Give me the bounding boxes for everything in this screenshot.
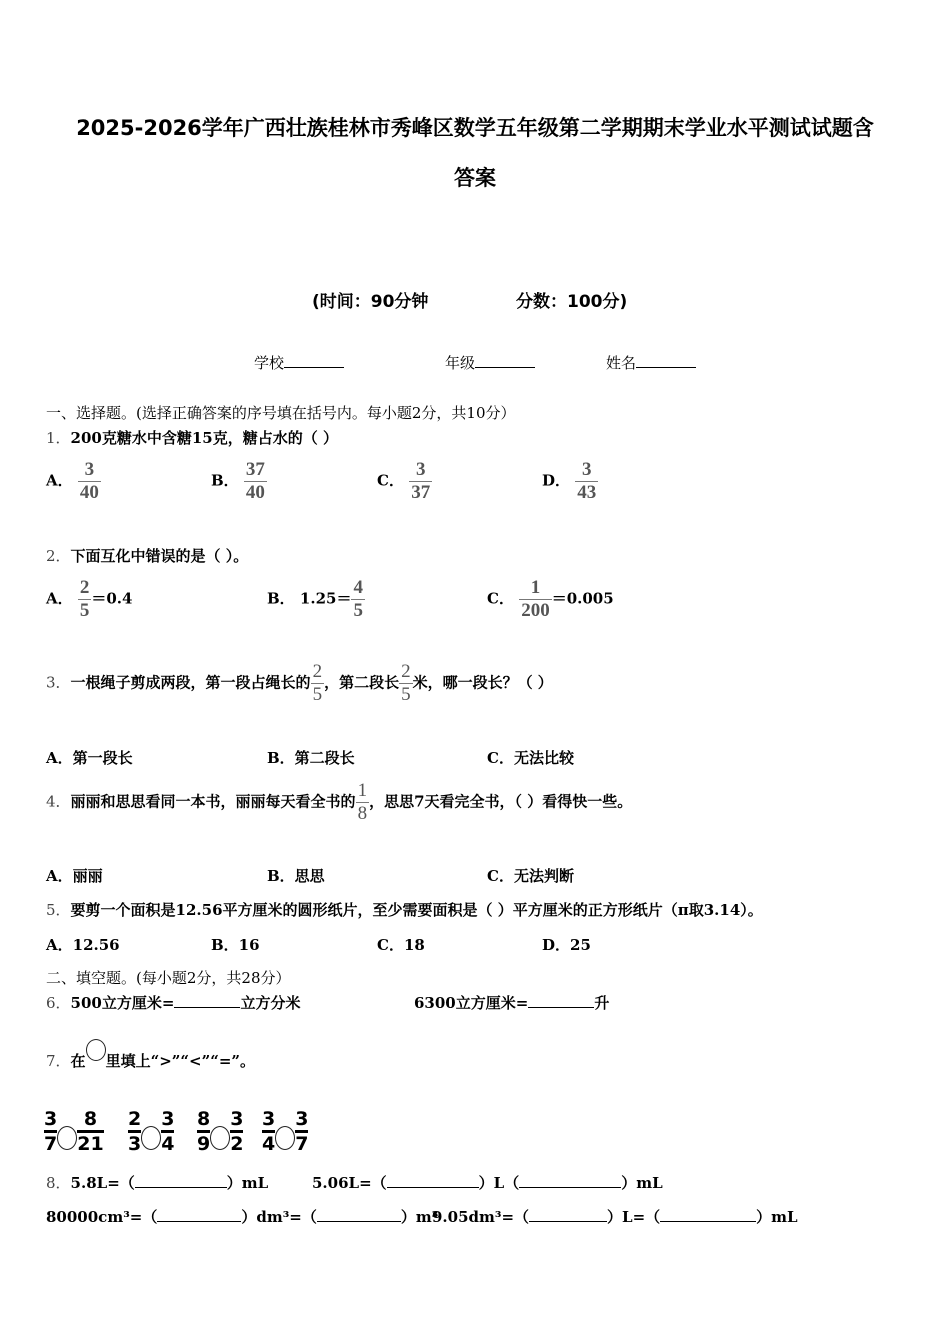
unit-text: ）m³ xyxy=(400,1208,439,1226)
question-5 xyxy=(46,899,763,920)
q5-option-c[interactable]: C．18 xyxy=(377,936,425,954)
page-title-line2: 答案 xyxy=(454,166,496,190)
answer-blank[interactable] xyxy=(519,1187,621,1188)
unit-text: ）L=（ xyxy=(607,1208,661,1226)
unit-text: 立方分米 xyxy=(240,994,301,1012)
denominator: 4 xyxy=(262,1130,275,1155)
denominator: 200 xyxy=(521,600,550,621)
section1-heading: 一、选择题。(选择正确答案的序号填在括号内。每小题2分，共10分） xyxy=(46,404,516,422)
grade-field[interactable] xyxy=(445,352,535,373)
question-2 xyxy=(46,545,248,566)
q2-option-b[interactable] xyxy=(267,577,365,622)
fraction-right xyxy=(295,1108,308,1155)
q1-option-d[interactable] xyxy=(542,459,598,504)
numerator: 37 xyxy=(245,459,265,480)
question-text: ，思思7天看完全书，（ ）看得快一些。 xyxy=(369,792,633,811)
numerator: 1 xyxy=(530,577,541,598)
fraction xyxy=(399,661,413,706)
numerator: 3 xyxy=(295,1108,309,1130)
unit-text: ）mL xyxy=(621,1174,663,1192)
denominator: 3 xyxy=(128,1130,141,1155)
denominator: 5 xyxy=(401,684,411,705)
question-text: 要剪一个面积是12.56平方厘米的圆形纸片，至少需要面积是（ ）平方厘米的正方形纸片（π取3.14）。 xyxy=(70,901,763,919)
school-blank[interactable] xyxy=(284,367,344,368)
option-value: ＝0.4 xyxy=(91,589,133,608)
q5-option-a[interactable]: A．12.56 xyxy=(46,936,120,954)
numerator: 2 xyxy=(128,1108,142,1130)
denominator: 40 xyxy=(245,482,265,503)
name-label: 姓名 xyxy=(606,354,637,372)
answer-blank[interactable] xyxy=(317,1221,401,1222)
denominator: 5 xyxy=(79,600,90,621)
option-label: C． xyxy=(377,471,404,490)
numerator: 2 xyxy=(79,577,90,598)
question-6 xyxy=(46,992,300,1013)
denominator: 7 xyxy=(295,1130,308,1155)
option-label: A． xyxy=(46,589,73,608)
denominator: 4 xyxy=(161,1130,174,1155)
exam-time: (时间：90分钟 xyxy=(312,292,429,312)
option-label: C． xyxy=(487,589,514,608)
question-8-part2 xyxy=(312,1172,663,1193)
denominator: 40 xyxy=(79,482,99,503)
fraction xyxy=(519,577,552,622)
fraction xyxy=(311,661,325,706)
denominator: 8 xyxy=(357,803,368,824)
question-text: ，第二段长 xyxy=(324,673,400,692)
fraction xyxy=(575,459,598,504)
fraction xyxy=(78,577,92,622)
q1-option-b[interactable] xyxy=(211,459,267,504)
denominator: 43 xyxy=(577,482,597,503)
numerator: 2 xyxy=(401,661,411,682)
fraction xyxy=(356,780,370,825)
name-field[interactable] xyxy=(606,352,696,373)
question-number: 7． xyxy=(46,1052,71,1070)
comparison-3 xyxy=(197,1108,243,1155)
question-text: 里填上“>”“<”“=”。 xyxy=(105,1052,256,1070)
question-text: 米，哪一段长？（ ） xyxy=(412,673,553,692)
option-label: B． xyxy=(267,589,295,608)
q4-option-c[interactable]: C．无法判断 xyxy=(487,867,574,885)
compare-circle[interactable] xyxy=(141,1126,161,1150)
denominator: 5 xyxy=(312,684,323,705)
question-number: 4． xyxy=(46,792,71,811)
question-6-part2 xyxy=(414,992,609,1013)
unit-text: ）mL xyxy=(756,1208,798,1226)
fraction xyxy=(351,577,365,622)
question-7 xyxy=(46,1050,255,1073)
question-1 xyxy=(46,427,338,448)
numerator: 4 xyxy=(353,577,363,598)
numerator: 3 xyxy=(44,1108,58,1130)
question-number: 1． xyxy=(46,429,71,447)
denominator: 7 xyxy=(44,1130,57,1155)
exam-score: 分数：100分) xyxy=(516,292,628,312)
question-text: 5.06L=（ xyxy=(312,1174,387,1192)
answer-blank[interactable] xyxy=(135,1187,227,1188)
numerator: 3 xyxy=(582,459,592,480)
page-title: 2025-2026学年广西壮族桂林市秀峰区数学五年级第二学期期末学业水平测试试题含 xyxy=(76,116,874,140)
q2-option-c[interactable] xyxy=(487,577,614,622)
denominator: 21 xyxy=(77,1130,103,1155)
numerator: 3 xyxy=(84,459,95,480)
question-4 xyxy=(46,780,632,825)
fraction-right xyxy=(77,1108,103,1155)
school-label: 学校 xyxy=(254,354,285,372)
answer-blank[interactable] xyxy=(387,1187,479,1188)
fraction-right xyxy=(230,1108,243,1155)
numerator: 8 xyxy=(197,1108,211,1130)
answer-blank[interactable] xyxy=(660,1221,756,1222)
compare-circle[interactable] xyxy=(275,1126,295,1150)
question-8-line2-part2 xyxy=(432,1206,798,1227)
denominator: 37 xyxy=(411,482,431,503)
compare-circle[interactable] xyxy=(57,1126,77,1150)
q3-option-a[interactable]: A．第一段长 xyxy=(46,749,133,767)
numerator: 3 xyxy=(262,1108,276,1130)
comparison-2 xyxy=(128,1108,174,1155)
fraction xyxy=(78,459,101,504)
numerator: 3 xyxy=(161,1108,175,1130)
question-text: 一根绳子剪成两段，第一段占绳长的 xyxy=(70,673,311,692)
q1-option-c[interactable] xyxy=(377,459,432,504)
numerator: 3 xyxy=(415,459,426,480)
fraction-left xyxy=(262,1108,275,1155)
question-3 xyxy=(46,661,553,706)
q5-option-b[interactable]: B．16 xyxy=(211,936,260,954)
question-number: 6． xyxy=(46,994,71,1012)
option-label: A． xyxy=(46,471,73,490)
comparison-1 xyxy=(44,1108,104,1155)
numerator: 8 xyxy=(83,1108,98,1130)
question-8 xyxy=(46,1172,268,1193)
numerator: 1 xyxy=(357,780,368,801)
unit-text: ）dm³=（ xyxy=(241,1208,317,1226)
question-number: 8． xyxy=(46,1174,71,1192)
grade-label: 年级 xyxy=(445,354,476,372)
q2-option-a[interactable] xyxy=(46,577,132,622)
option-value: 1.25＝ xyxy=(299,589,352,608)
fraction-left xyxy=(128,1108,141,1155)
question-text: 80000cm³=（ xyxy=(46,1208,158,1226)
fraction-left xyxy=(197,1108,210,1155)
question-number: 5． xyxy=(46,901,71,919)
unit-text: ）L（ xyxy=(478,1174,520,1192)
fraction xyxy=(409,459,432,504)
answer-blank[interactable] xyxy=(529,1221,607,1222)
question-number: 2． xyxy=(46,547,71,565)
denominator: 5 xyxy=(353,600,363,621)
answer-blank[interactable] xyxy=(157,1221,241,1222)
option-value: ＝0.005 xyxy=(551,589,614,608)
question-text: 丽丽和思思看同一本书，丽丽每天看全书的 xyxy=(70,792,356,811)
q4-option-a[interactable]: A．丽丽 xyxy=(46,867,103,885)
q1-option-a[interactable] xyxy=(46,459,101,504)
question-text: 下面互化中错误的是（ ）。 xyxy=(70,547,249,565)
fraction xyxy=(244,459,267,504)
question-8-line2 xyxy=(46,1206,438,1227)
compare-circle[interactable] xyxy=(210,1126,230,1150)
option-label: D． xyxy=(542,471,571,490)
unit-text: ）mL xyxy=(226,1174,269,1192)
name-blank[interactable] xyxy=(636,367,696,368)
q4-option-b[interactable]: B．思思 xyxy=(267,867,325,885)
unit-text: 升 xyxy=(594,994,610,1012)
option-label: B． xyxy=(211,471,239,490)
q5-option-d[interactable]: D．25 xyxy=(542,936,591,954)
answer-blank[interactable] xyxy=(174,1007,240,1008)
q3-option-c[interactable]: C．无法比较 xyxy=(487,749,574,767)
numerator: 3 xyxy=(230,1108,244,1130)
grade-blank[interactable] xyxy=(475,367,535,368)
section2-heading: 二、填空题。(每小题2分，共28分） xyxy=(46,969,291,987)
answer-blank[interactable] xyxy=(528,1007,594,1008)
q3-option-b[interactable]: B．第二段长 xyxy=(267,749,355,767)
question-text: 5.8L=（ xyxy=(70,1174,135,1192)
question-text: 200克糖水中含糖15克，糖占水的（ ） xyxy=(70,429,338,447)
fraction-right xyxy=(161,1108,174,1155)
question-text: 9.05dm³=（ xyxy=(432,1208,530,1226)
question-text: 500立方厘米= xyxy=(70,994,175,1012)
question-text: 在 xyxy=(70,1052,86,1070)
fraction-left xyxy=(44,1108,57,1155)
comparison-4 xyxy=(262,1108,308,1155)
denominator: 9 xyxy=(197,1130,210,1155)
question-text: 6300立方厘米= xyxy=(414,994,529,1012)
school-field[interactable] xyxy=(254,352,344,373)
circle-icon xyxy=(86,1039,106,1061)
question-number: 3． xyxy=(46,673,71,692)
numerator: 2 xyxy=(312,661,323,682)
denominator: 2 xyxy=(230,1130,243,1155)
